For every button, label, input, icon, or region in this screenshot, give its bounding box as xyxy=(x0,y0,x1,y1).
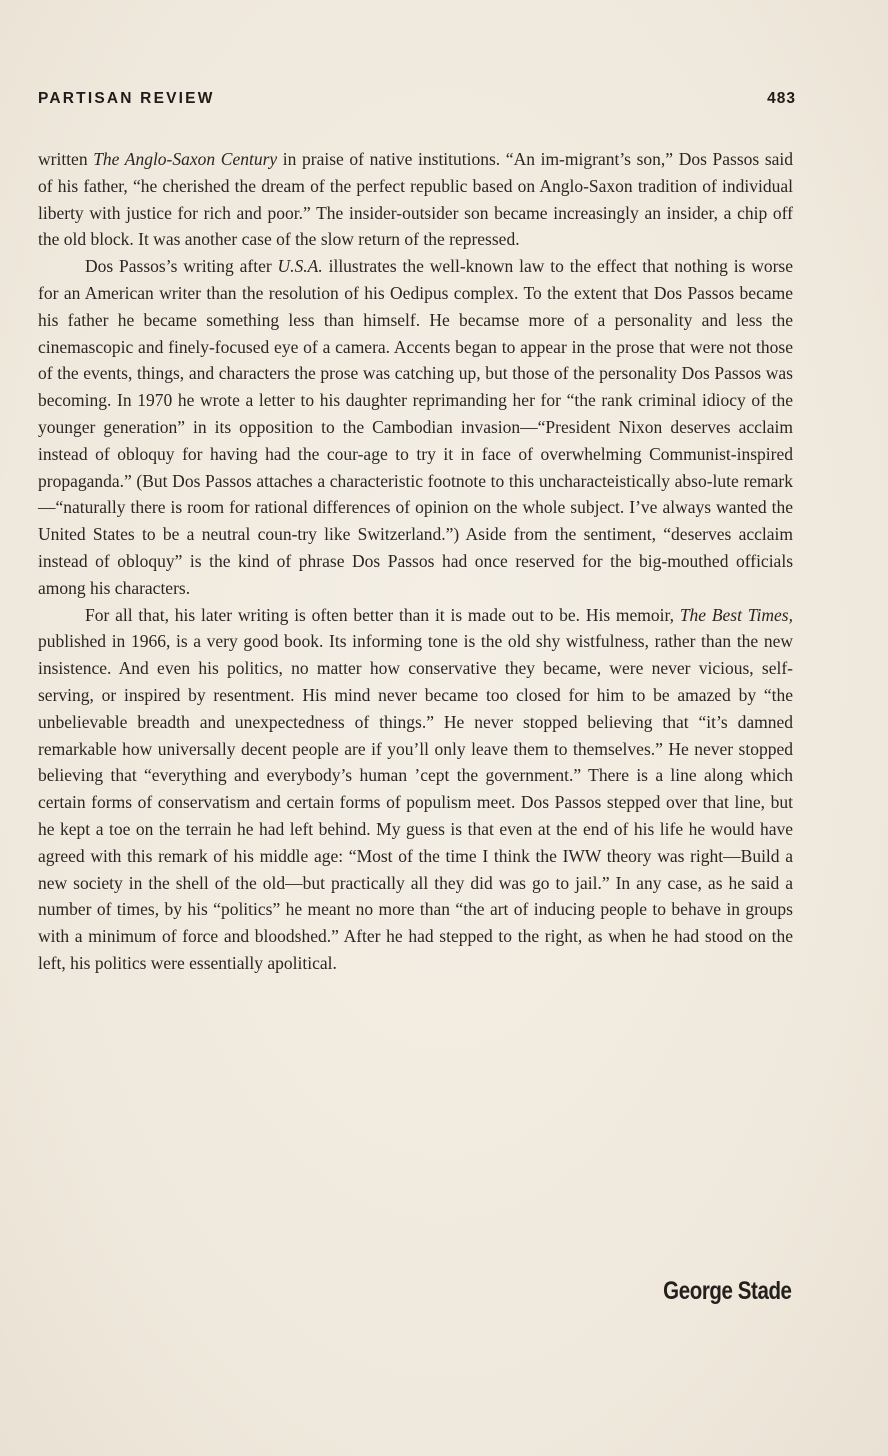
paragraph xyxy=(38,253,793,601)
paragraph xyxy=(38,146,793,253)
journal-title: PARTISAN REVIEW xyxy=(38,90,215,107)
paragraph-text: in praise of native institutions. “An im-migrant’s son,” Dos Passos said of his father, “he cherished the dream of the perfect republic based on Anglo-Saxon tradition of individual liberty with justice for rich and poor.” The insider-outsider son became increasingly an insider, a chip off the old block. It was another case of the slow return of the repressed. xyxy=(38,149,794,250)
article-body xyxy=(38,146,793,977)
italic-title: U.S.A. xyxy=(277,256,323,277)
italic-title: The Anglo-Saxon Century xyxy=(93,149,278,169)
paragraph-text: written xyxy=(38,149,94,169)
paragraph-text: illustrates the well-known law to the effect that nothing is worse for an American writer than the resolution of his Oedipus complex. To the extent that Dos Passos became his father he became something less than himself. He becamse more of a personality and less the cinemascopic and finely-focused eye of a camera. Accents began to appear in the prose that were not those of the events, things, and characters the prose was catching up, but those of the personality Dos Passos was becoming. In 1970 he wrote a letter to his daughter reprimanding her for “the rank criminal idiocy of the younger generation” in its opposition to the Cambodian invasion—“President Nixon deserves acclaim instead of obloquy for having had the cour-age to try it in face of overwhelming Communist-inspired propaganda.” (But Dos Passos attaches a characteristic footnote to this uncharacteistically abso-lute remark—“naturally there is room for rational differences of opinion on the whole subject. I’ve always wanted the United States to be a neutral coun-try like Switzerland.”) Aside from the sentiment, “deserves acclaim instead of obloquy” is the kind of phrase Dos Passos had once reserved for the big-mouthed officials among his characters. xyxy=(38,256,794,598)
author-signature: George Stade xyxy=(663,1277,792,1305)
paragraph-text: For all that, his later writing is often better than it is made out to be. His memoir, xyxy=(85,604,680,625)
paragraph xyxy=(38,602,793,977)
page-number: 483 xyxy=(767,90,796,107)
paragraph-text: published in 1966, is a very good book. Its informing tone is the old shy wistfulness, rather than the new insistence. And even his politics, no matter how conservative they became, were never vicious, self-serving, or inspired by resentment. His mind never became too closed for him to be amazed by “the unbelievable breadth and unexpectedness of things.” He never stopped believing that “it’s damned remarkable how universally decent people are if you’ll only leave them to themselves.” He never stopped believing that “everything and everybody’s human ’cept the government.” There is a line along which certain forms of conservatism and certain forms of populism meet. Dos Passos stepped over that line, but he kept a toe on the terrain he had left behind. My guess is that even at the end of his life he would have agreed with this remark of his middle age: “Most of the time I think the IWW theory was right—Build a new society in the shell of the old—but practically all they did was go to jail.” In any case, as he said a number of times, by his “politics” he meant no more than “the art of inducing people to behave in groups with a minimum of force and bloodshed.” After he had stepped to the right, as when he had stood on the left, his politics were essentially apolitical. xyxy=(38,631,793,973)
paragraph-text: Dos Passos’s writing after xyxy=(85,256,278,277)
running-head xyxy=(38,90,796,114)
italic-title: The Best Times, xyxy=(679,604,793,625)
